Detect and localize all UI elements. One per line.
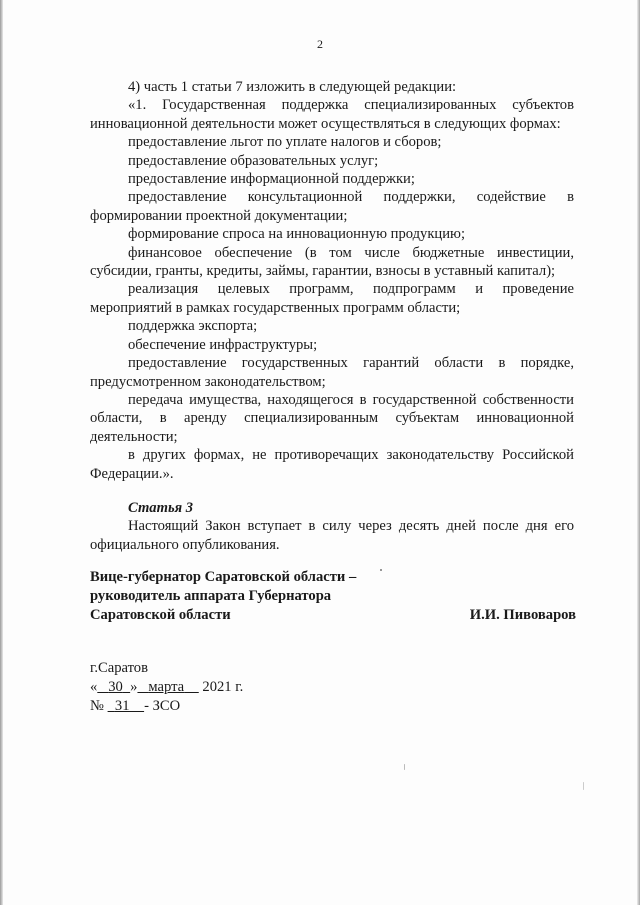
amendment-intro: 4) часть 1 статьи 7 изложить в следующей редакции:	[128, 79, 457, 95]
date-day: 30	[108, 679, 123, 695]
support-form-item: передача имущества, находящегося в государственной собственности области, в аренду специализированным субъектам инновационной деятельности;	[90, 391, 574, 445]
law-number: 31	[114, 698, 130, 714]
number-prefix: №	[90, 698, 104, 714]
scan-speck	[583, 782, 584, 790]
signature-title-line: руководитель аппарата Губернатора	[90, 588, 332, 604]
law-text-body	[90, 78, 574, 554]
page-number: 2	[317, 37, 323, 51]
scan-edge-left	[0, 0, 3, 905]
support-form-item: в других формах, не противоречащих законодательству Российской Федерации.».	[90, 447, 574, 482]
article-title: Статья 3	[128, 499, 194, 516]
city: г.Саратов	[90, 660, 148, 676]
support-form-item: предоставление льгот по уплате налогов и сборов;	[128, 134, 442, 151]
date-line	[90, 678, 243, 697]
support-form-item: обеспечение инфраструктуры;	[128, 336, 318, 353]
article-text: Настоящий Закон вступает в силу через десять дней после дня его официального опубликования.	[90, 518, 574, 553]
support-form-item: предоставление информационной поддержки;	[128, 171, 415, 188]
number-suffix: - ЗСО	[144, 698, 181, 714]
signature-title-line: Вице-губернатор Саратовской области –	[90, 569, 357, 585]
support-form-item: финансовое обеспечение (в том числе бюджетные инвестиции, субсидии, гранты, кредиты, займы, гарантии, взносы в уставный капитал);	[90, 244, 574, 280]
support-form-item: предоставление образовательных услуг;	[128, 152, 379, 169]
support-form-item: предоставление консультационной поддержки, содействие в формировании проектной документации;	[90, 189, 574, 224]
document-meta	[90, 659, 243, 716]
signature-title-line: Саратовской области	[90, 607, 231, 623]
scan-speck	[404, 764, 405, 770]
support-form-item: реализация целевых программ, подпрограмм и проведение мероприятий в рамках государственных программ области;	[90, 281, 574, 316]
signature-block	[90, 568, 576, 625]
date-open-quote: «	[90, 679, 98, 695]
law-number-line	[90, 697, 243, 716]
amendment-paragraph: «1. Государственная поддержка специализированных субъектов инновационной деятельности может осуществляться в следующих формах:	[90, 97, 574, 132]
spacer	[90, 483, 574, 499]
support-form-item: поддержка экспорта;	[128, 318, 258, 335]
scan-speck	[380, 569, 382, 571]
date-month: марта	[148, 679, 185, 695]
signatory-name: И.И. Пивоваров	[469, 607, 576, 623]
support-form-item: формирование спроса на инновационную продукцию;	[128, 226, 466, 243]
support-form-item: предоставление государственных гарантий области в порядке, предусмотренном законодательством;	[90, 355, 574, 390]
date-year: 2021 г.	[202, 679, 244, 695]
date-close-quote: »	[130, 679, 138, 695]
